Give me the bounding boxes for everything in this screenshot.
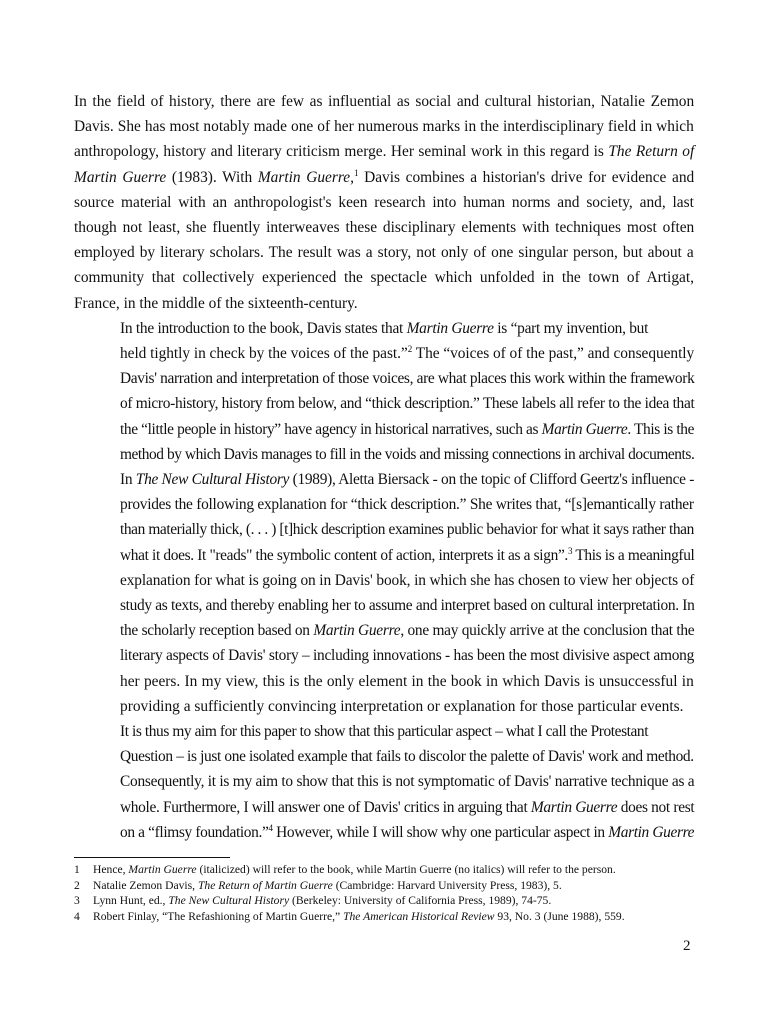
text-run: (Berkeley: University of California Press, 1989), 74-75. xyxy=(289,894,552,908)
text-run: Natalie Zemon Davis, xyxy=(93,878,198,892)
text-run: the “little people in history” have agency in historical narratives, such as xyxy=(120,420,542,438)
text-line xyxy=(74,618,694,643)
text-line xyxy=(74,719,694,744)
paragraph xyxy=(74,89,694,316)
text-line xyxy=(74,417,694,442)
footnote-number: 3 xyxy=(74,894,80,908)
page-number: 2 xyxy=(683,938,691,954)
italic-text: The American Historical Review xyxy=(343,909,495,923)
text-run: This is a meaningful xyxy=(572,546,695,564)
text-line xyxy=(74,366,694,391)
text-run: whole. Furthermore, I will answer one of Davis' critics in arguing that xyxy=(120,798,531,816)
text-run: of micro-history, history from below, and “thick description.” These labels all refer to the idea that xyxy=(120,395,695,413)
text-run: The “voices of of the past,” and consequently xyxy=(412,345,695,363)
footnote-number: 4 xyxy=(74,909,80,923)
text-line xyxy=(74,341,694,366)
text-line xyxy=(74,467,694,492)
text-line xyxy=(74,291,694,316)
text-run: (Cambridge: Harvard University Press, 1983), 5. xyxy=(332,878,562,892)
italic-text: The New Cultural History xyxy=(168,894,290,908)
footnotes xyxy=(74,862,714,924)
footnote xyxy=(74,878,714,894)
text-line xyxy=(74,643,694,668)
footnote xyxy=(74,862,714,878)
text-run: Davis. She has most notably made one of her numerous marks in the interdisciplinary field in which xyxy=(74,118,694,136)
text-run: (1989), Aletta Biersack - on the topic of Clifford Geertz's influence - xyxy=(289,471,695,489)
text-run: anthropology, history and literary criticism merge. Her seminal work in this regard is xyxy=(74,143,609,161)
text-run: her peers. In my view, this is the only element in the book in which Davis is unsuccessful in xyxy=(120,672,694,690)
text-run: employed by literary scholars. The result was a story, not only of one singular person, but about a xyxy=(74,244,694,262)
body-text xyxy=(74,89,694,845)
text-line xyxy=(74,391,694,416)
footnote-reference: 1 xyxy=(353,167,359,178)
text-line xyxy=(74,820,694,845)
text-run: Question – is just one isolated example that fails to discolor the palette of Davis' work and method. xyxy=(120,748,694,766)
text-line xyxy=(74,265,694,290)
italic-text: The Return of xyxy=(608,143,695,161)
text-run: . This is the xyxy=(627,420,695,438)
text-line xyxy=(74,517,694,542)
italic-text: Martin Guerre xyxy=(128,863,197,876)
italic-text: Martin Guerre xyxy=(406,319,494,337)
text-run: Robert Finlay, “The Refashioning of Martin Guerre,” xyxy=(93,909,344,923)
text-run: providing a sufficiently convincing interpretation or explanation for those particular events. xyxy=(120,697,684,715)
text-run: However, while I will show why one particular aspect in xyxy=(272,823,609,841)
footnote xyxy=(74,909,714,925)
text-run: In the introduction to the book, Davis states that xyxy=(120,319,407,337)
italic-text: The Return of Martin Guerre xyxy=(197,878,333,892)
text-line xyxy=(74,492,694,517)
text-run: Davis combines a historian's drive for evidence and xyxy=(358,168,695,186)
text-line xyxy=(74,744,694,769)
text-line xyxy=(74,215,694,240)
italic-text: Martin Guerre xyxy=(541,420,628,438)
text-line xyxy=(74,316,694,341)
text-run: , one may quickly arrive at the conclusion that the xyxy=(400,622,695,640)
text-run: In the field of history, there are few as influential as social and cultural historian, Natalie Zemon xyxy=(74,93,695,110)
text-run: on a “flimsy foundation.” xyxy=(120,823,269,841)
italic-text: , xyxy=(350,168,354,186)
text-line xyxy=(74,568,694,593)
text-run: explanation for what is going on in Davis' book, in which she has chosen to view her objects of xyxy=(120,571,695,589)
text-run: Hence, xyxy=(93,863,129,876)
text-run: It is thus my aim for this paper to show that this particular aspect – what I call the Protestant xyxy=(120,723,649,741)
text-run: Consequently, it is my aim to show that this is not symptomatic of Davis' narrative technique as a xyxy=(120,773,695,791)
text-run: does not rest xyxy=(617,798,695,816)
italic-text: Martin Guerre xyxy=(257,168,351,186)
text-run: provides the following explanation for “thick description.” She writes that, “[s]emantically rather xyxy=(120,496,694,514)
text-line xyxy=(74,795,694,820)
footnote-number: 2 xyxy=(74,878,80,892)
text-line xyxy=(74,165,694,190)
paragraph xyxy=(74,719,694,845)
text-line xyxy=(74,139,694,164)
text-line xyxy=(74,89,694,114)
text-run: study as texts, and thereby enabling her to assume and interpret based on cultural interpretation. In xyxy=(120,597,695,615)
footnote-separator xyxy=(74,857,230,858)
italic-text: Martin Guerre xyxy=(74,168,167,186)
text-run: though not least, she fluently interweaves these disciplinary elements with techniques most often xyxy=(74,219,695,237)
text-run: held tightly in check by the voices of the past.” xyxy=(120,345,408,363)
italic-text: Martin Guerre xyxy=(530,798,618,816)
text-run: 93, No. 3 (June 1988), 559. xyxy=(494,909,625,923)
text-run: source material with an anthropologist's keen research into human norms and society, and, last xyxy=(74,193,694,211)
text-run: Davis' narration and interpretation of those voices, are what places this work within the framework xyxy=(120,370,695,388)
text-run: literary aspects of Davis' story – including innovations - has been the most divisive aspect among xyxy=(120,647,695,665)
text-line xyxy=(74,669,694,694)
text-run: Lynn Hunt, ed., xyxy=(93,894,169,908)
text-run: than materially thick, (. . . ) [t]hick description examines public behavior for what it says rather than xyxy=(120,521,694,539)
footnote-reference: 3 xyxy=(567,545,573,556)
text-run: In xyxy=(120,471,136,489)
text-line xyxy=(74,593,694,618)
italic-text: Martin Guerre xyxy=(313,622,401,640)
text-line xyxy=(74,114,694,139)
text-run: (1983). With xyxy=(166,168,258,186)
footnote-reference: 2 xyxy=(407,344,413,355)
text-line xyxy=(74,694,694,719)
text-line xyxy=(74,769,694,794)
text-line xyxy=(74,442,694,467)
paragraph xyxy=(74,316,694,719)
text-line xyxy=(74,190,694,215)
italic-text: Martin Guerre xyxy=(608,823,695,841)
text-run: community that collectively experienced the spectacle which unfolded in the town of Artigat, xyxy=(74,269,694,287)
text-run: is “part my invention, but xyxy=(493,319,649,337)
text-run: method by which Davis manages to fill in the voids and missing connections in archival documents. xyxy=(120,445,695,463)
text-run: what it does. It "reads" the symbolic content of action, interprets it as a sign”. xyxy=(120,546,568,564)
footnote xyxy=(74,893,714,909)
text-run: (italicized) will refer to the book, while Martin Guerre (no italics) will refer to the person. xyxy=(196,863,616,876)
footnote-number: 1 xyxy=(74,863,80,876)
text-run: the scholarly reception based on xyxy=(120,622,314,640)
text-line xyxy=(74,543,694,568)
text-line xyxy=(74,240,694,265)
text-run: France, in the middle of the sixteenth-century. xyxy=(74,294,358,312)
footnote-reference: 4 xyxy=(268,822,273,833)
italic-text: The New Cultural History xyxy=(135,471,290,489)
